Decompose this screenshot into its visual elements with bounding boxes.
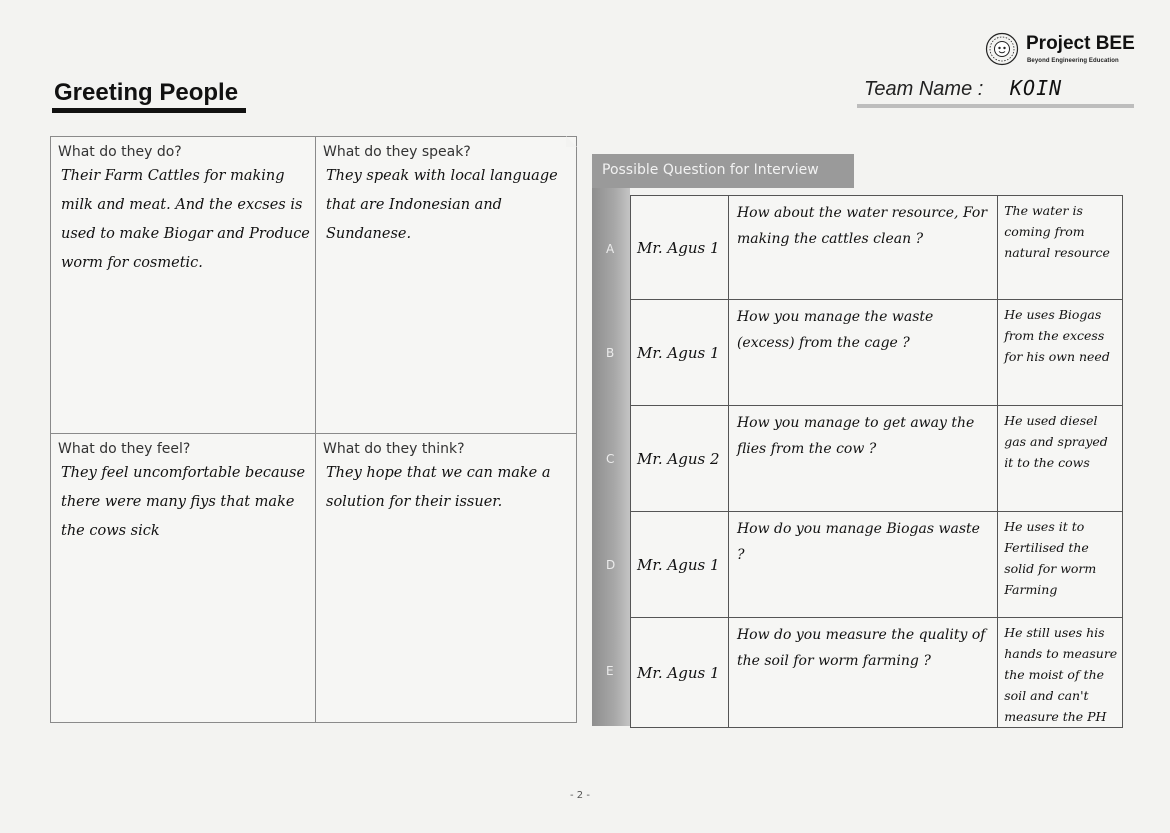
- question-cell: How do you measure the quality of the soil for worm farming ?: [728, 618, 997, 728]
- answer-cell: He still uses his hands to measure the moist of the soil and can't measure the PH: [998, 618, 1123, 728]
- team-name-underline: [857, 104, 1134, 108]
- question-cell: How you manage to get away the flies from the cow ?: [728, 406, 997, 512]
- quadrant-question: What do they think?: [323, 441, 465, 457]
- page-number: - 2 -: [570, 790, 590, 801]
- project-bee-logo: [985, 30, 1135, 70]
- question-cell: How do you manage Biogas waste ?: [728, 512, 997, 618]
- row-letter: D: [606, 558, 616, 572]
- table-row: [631, 512, 1123, 618]
- quadrant-do: [51, 137, 315, 433]
- interviewee-cell: Mr. Agus 1: [631, 300, 729, 406]
- page-title: Greeting People: [54, 79, 239, 106]
- answer-cell: He uses it to Fertilised the solid for worm Farming: [998, 512, 1123, 618]
- quadrant-answer: They speak with local language that are Indonesian and Sundanese.: [326, 168, 558, 242]
- quadrant-feel: [51, 434, 315, 722]
- question-cell: How about the water resource, For making the cattles clean ?: [728, 196, 997, 300]
- quadrant-think: [316, 434, 576, 722]
- quadrant-answer: They hope that we can make a solution for their issuer.: [326, 465, 551, 510]
- table-row: [631, 300, 1123, 406]
- row-letter: B: [606, 346, 615, 360]
- question-cell: How you manage the waste (excess) from the cage ?: [728, 300, 997, 406]
- logo-brand: Project BEE: [1026, 33, 1135, 54]
- answer-cell: He used diesel gas and sprayed it to the cows: [998, 406, 1123, 512]
- row-letter: A: [606, 242, 615, 256]
- answer-cell: The water is coming from natural resource: [998, 196, 1123, 300]
- quadrant-question: What do they feel?: [58, 441, 191, 457]
- logo-tagline: Beyond Engineering Education: [1027, 58, 1119, 64]
- interview-table: [630, 195, 1123, 728]
- answer-cell: He uses Biogas from the excess for his own need: [998, 300, 1123, 406]
- interviewee-cell: Mr. Agus 1: [631, 618, 729, 728]
- interview-title: Possible Question for Interview: [602, 162, 819, 178]
- interviewee-cell: Mr. Agus 2: [631, 406, 729, 512]
- empathy-map: [50, 136, 577, 723]
- quadrant-question: What do they speak?: [323, 144, 471, 160]
- title-underline: [52, 108, 246, 113]
- quadrant-speak: [316, 137, 576, 433]
- quadrant-question: What do they do?: [58, 144, 182, 160]
- row-letter: E: [606, 664, 614, 678]
- interviewee-cell: Mr. Agus 1: [631, 512, 729, 618]
- table-row: [631, 196, 1123, 300]
- table-row: [631, 406, 1123, 512]
- table-row: [631, 618, 1123, 728]
- team-name-value: KOIN: [1010, 76, 1063, 100]
- quadrant-answer: Their Farm Cattles for making milk and meat. And the excses is used to make Biogar and Produce worm for cosmetic.: [61, 168, 310, 271]
- bee-seal-icon: [985, 32, 1019, 66]
- team-name-label: Team Name :: [864, 78, 984, 100]
- row-letter: C: [606, 452, 615, 466]
- quadrant-answer: They feel uncomfortable because there were many fiys that make the cows sick: [61, 465, 306, 539]
- interviewee-cell: Mr. Agus 1: [631, 196, 729, 300]
